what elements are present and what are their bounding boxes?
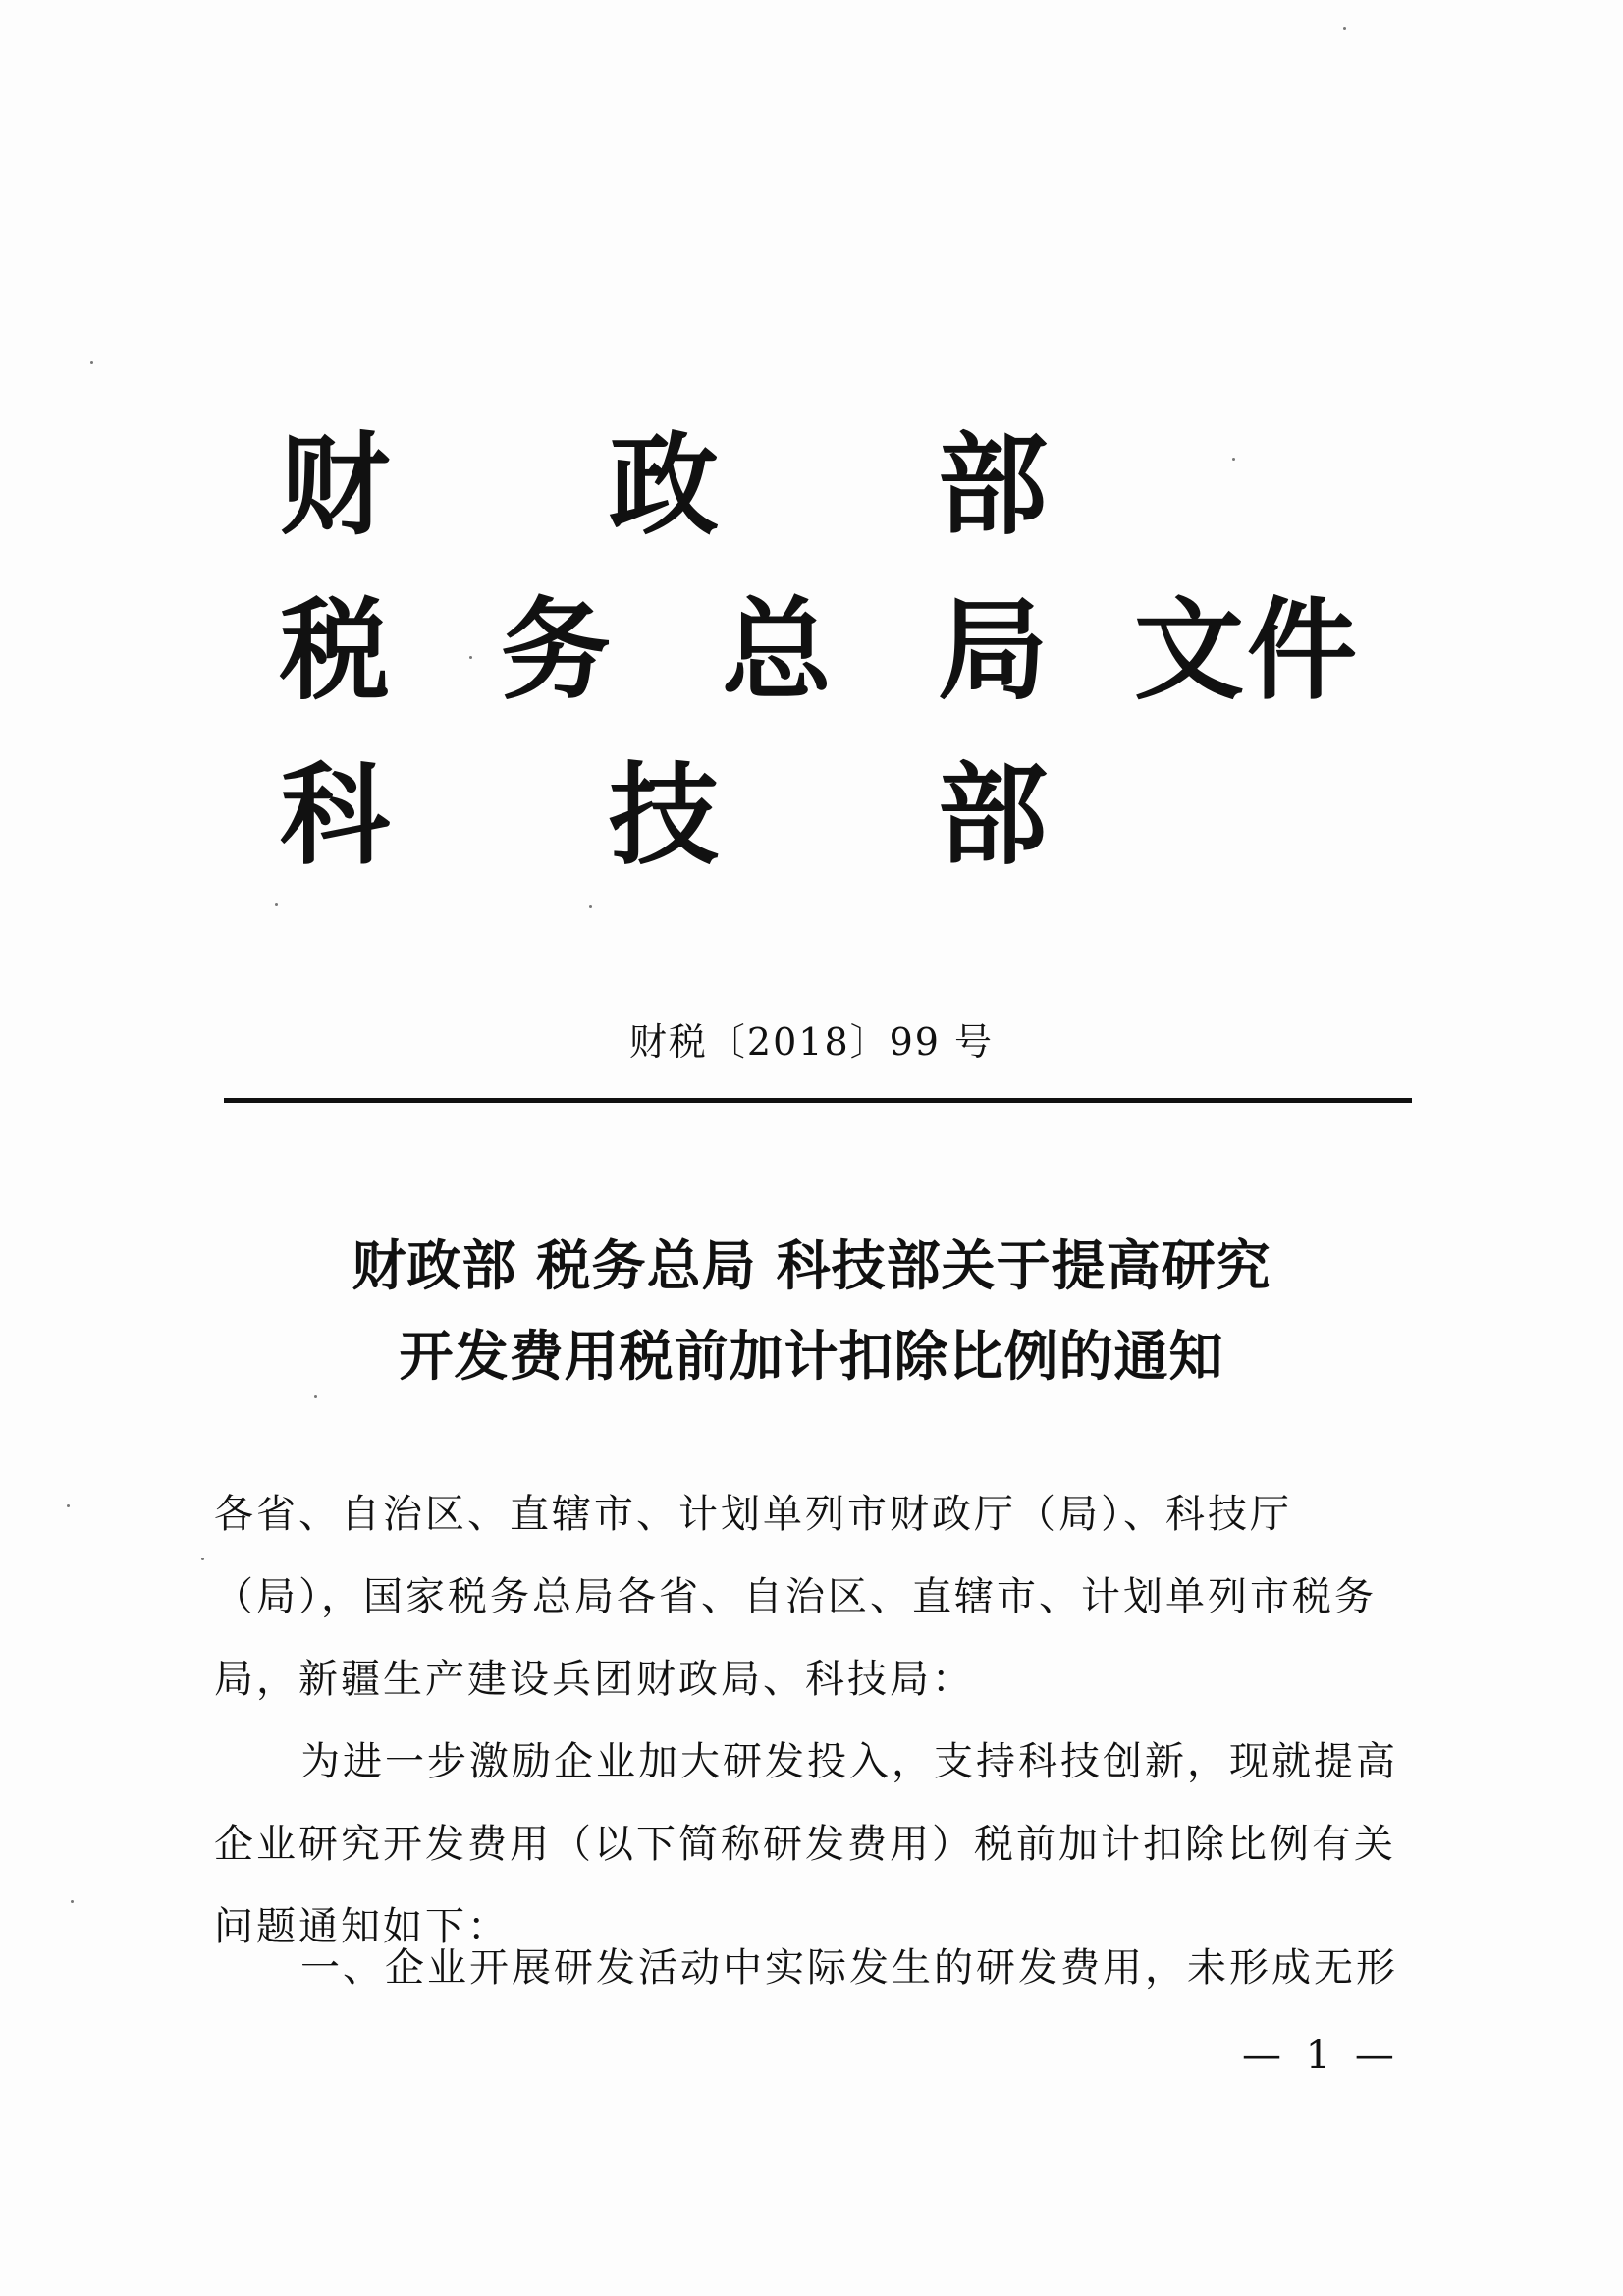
issuer-char: 部 — [938, 422, 1048, 550]
scan-speck — [469, 656, 472, 659]
issuer-row-finance-ministry — [280, 417, 1419, 555]
issuer-char: 技 — [609, 752, 719, 880]
issuer-char: 件 — [1247, 587, 1357, 715]
issuer-char: 部 — [938, 752, 1048, 880]
document-title-line-1: 财政部 税务总局 科技部关于提高研究 — [352, 1234, 1271, 1297]
salutation-paragraph: 各省、自治区、直辖市、计划单列市财政厅（局）、科技厅（局），国家税务总局各省、自治区、直辖市、计划单列市税务局，新疆生产建设兵团财政局、科技局： — [214, 1492, 1377, 1702]
item-one-paragraph: 一、企业开展研发活动中实际发生的研发费用，未形成无形 — [300, 1945, 1398, 1991]
scan-speck — [589, 905, 592, 908]
issuer-char: 财 — [280, 422, 390, 550]
intro-paragraph: 为进一步激励企业加大研发投入，支持科技创新，现就提高企业研究开发费用（以下简称研发费用）税前加计扣除比例有关问题通知如下： — [214, 1739, 1398, 1949]
document-number: 财税〔2018〕99 号 — [628, 1020, 995, 1064]
issuer-char: 文 — [1134, 587, 1244, 715]
issuer-row-science-ministry — [280, 747, 1419, 885]
scan-speck — [1232, 458, 1235, 461]
issuer-char: 税 — [280, 587, 390, 715]
header-divider-rule — [224, 1098, 1412, 1103]
scan-speck — [1343, 27, 1346, 30]
document-title-line-2: 开发费用税前加计扣除比例的通知 — [399, 1325, 1224, 1388]
scan-speck — [67, 1504, 70, 1507]
issuer-char: 科 — [280, 752, 390, 880]
scan-speck — [201, 1558, 204, 1560]
scan-speck — [275, 903, 278, 906]
issuer-char: 总 — [722, 587, 832, 715]
scan-speck — [314, 1395, 317, 1398]
scan-speck — [71, 1900, 74, 1903]
page-number: — 1 — — [1242, 2033, 1400, 2078]
issuer-char: 务 — [501, 587, 611, 715]
issuer-char: 政 — [609, 422, 719, 550]
issuer-row-tax-administration — [280, 582, 1419, 720]
issuer-char: 局 — [938, 587, 1048, 715]
scan-speck — [90, 361, 93, 364]
